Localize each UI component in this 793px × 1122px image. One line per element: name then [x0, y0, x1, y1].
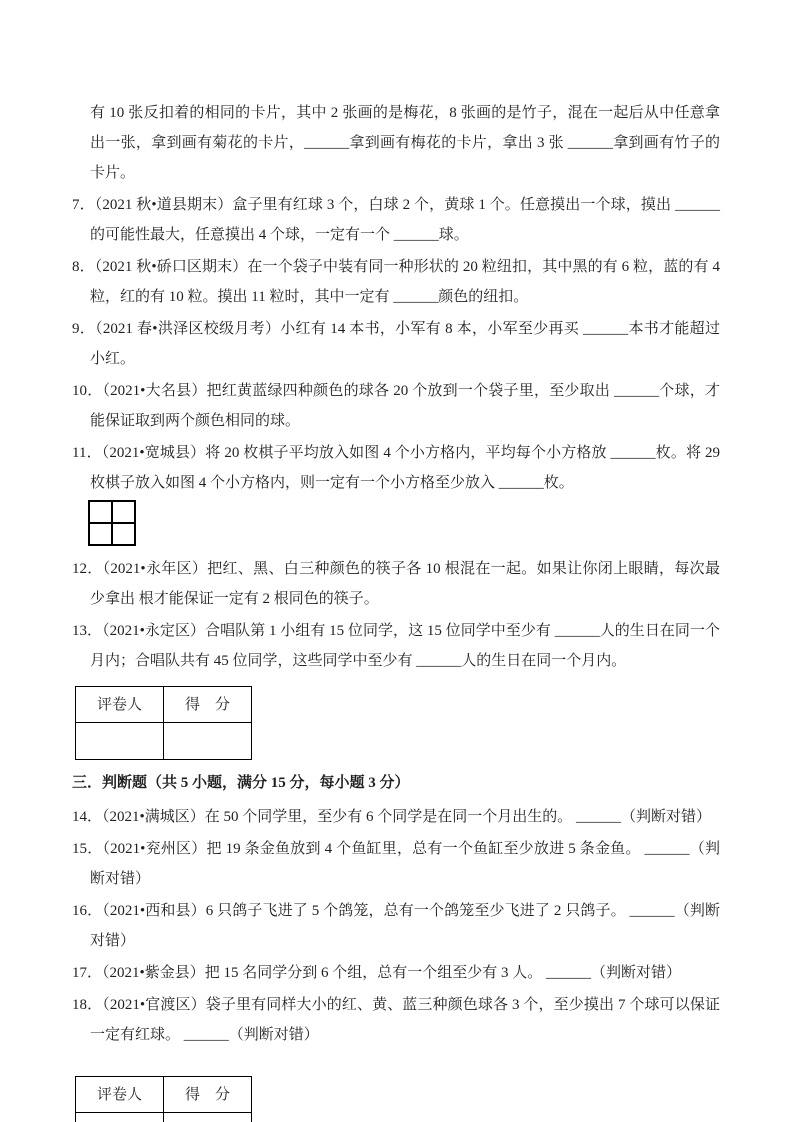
four-cell-grid-figure	[88, 500, 136, 546]
score-table-empty-row	[76, 1113, 252, 1122]
grid-cell	[112, 523, 135, 545]
score-empty-cell	[164, 723, 252, 760]
question-17	[72, 958, 720, 988]
grid-cell	[89, 523, 112, 545]
question-7-number: 7．	[72, 197, 95, 213]
question-17-text: （2021•紫金县）把 15 名同学分到 6 个组，总有一个组至少有 3 人。 ______（判断对错）	[102, 965, 682, 981]
question-12-number: 12．	[72, 561, 103, 577]
question-9	[72, 314, 720, 374]
question-8	[72, 252, 720, 312]
question-7-text: （2021 秋•道县期末）盒子里有红球 3 个，白球 2 个，黄球 1 个。任意摸出一个球，摸出 ______的可能性最大，任意摸出 4 个球，一定有一个 ______球。	[90, 197, 720, 243]
question-12	[72, 554, 720, 614]
question-7	[72, 190, 720, 250]
question-11-number: 11．	[72, 445, 102, 461]
question-9-number: 9．	[72, 321, 96, 337]
grid-cell	[89, 501, 112, 523]
question-9-text: （2021 春•洪泽区校级月考）小红有 14 本书，小军有 8 本，小军至少再买 ______本书才能超过小红。	[90, 321, 720, 367]
question-10	[72, 376, 720, 436]
question-10-text: （2021•大名县）把红黄蓝绿四种颜色的球各 20 个放到一个袋子里，至少取出 ______个球，才能保证取到两个颜色相同的球。	[90, 383, 720, 429]
grader-empty-cell	[76, 1113, 164, 1122]
question-15-text: （2021•兖州区）把 19 条金鱼放到 4 个鱼缸里，总有一个鱼缸至少放进 5 条金鱼。 ______（判断对错）	[90, 841, 720, 887]
question-13-text: （2021•永定区）合唱队第 1 小组有 15 位同学，这 15 位同学中至少有 ______人的生日在同一个月内；合唱队共有 45 位同学，这些同学中至少有 ______人的生日在同一个月内。	[90, 623, 720, 669]
question-18	[72, 990, 720, 1050]
question-13-number: 13．	[72, 623, 103, 639]
grader-empty-cell	[76, 723, 164, 760]
grader-score-table-1	[75, 686, 252, 760]
grid-cell	[112, 501, 135, 523]
score-table-header-row	[76, 687, 252, 723]
question-14-number: 14．	[72, 809, 103, 825]
question-16	[72, 896, 720, 956]
question-17-number: 17．	[72, 965, 103, 981]
question-13	[72, 616, 720, 676]
score-header-cell: 得 分	[164, 1077, 252, 1113]
question-15-number: 15．	[72, 841, 103, 857]
question-18-number: 18．	[72, 997, 103, 1013]
question-10-number: 10．	[72, 383, 103, 399]
section-3-title: 三．判断题（共 5 小题，满分 15 分，每小题 3 分）	[72, 775, 410, 791]
question-12-text: （2021•永年区）把红、黑、白三种颜色的筷子各 10 根混在一起。如果让你闭上眼睛，每次最少拿出 根才能保证一定有 2 根同色的筷子。	[90, 561, 720, 607]
question-11-text: （2021•宽城县）将 20 枚棋子平均放入如图 4 个小方格内，平均每个小方格放 ______枚。将 29 枚棋子放入如图 4 个小方格内，则一定有一个小方格至少放入 ______枚。	[90, 445, 720, 491]
question-14-text: （2021•满城区）在 50 个同学里，至少有 6 个同学是在同一个月出生的。 ______（判断对错）	[102, 809, 712, 825]
question-14	[72, 802, 720, 832]
grader-header-cell: 评卷人	[76, 687, 164, 723]
question-11	[72, 438, 720, 498]
grader-header-cell: 评卷人	[76, 1077, 164, 1113]
score-table-header-row	[76, 1077, 252, 1113]
question-16-text: （2021•西和县）6 只鸽子飞进了 5 个鸽笼，总有一个鸽笼至少飞进了 2 只鸽子。 ______（判断对错）	[90, 903, 720, 949]
score-header-cell: 得 分	[164, 687, 252, 723]
grader-score-table-2	[75, 1076, 252, 1122]
question-16-number: 16．	[72, 903, 103, 919]
score-table-empty-row	[76, 723, 252, 760]
question-8-number: 8．	[72, 259, 95, 275]
question-6-continuation: 有 10 张反扣着的相同的卡片，其中 2 张画的是梅花，8 张画的是竹子，混在一起后从中任意拿出一张，拿到画有菊花的卡片，______拿到画有梅花的卡片，拿出 3 张 ______拿到画有竹子的卡片。	[90, 105, 720, 181]
question-15	[72, 834, 720, 894]
question-8-text: （2021 秋•硚口区期末）在一个袋子中装有同一种形状的 20 粒纽扣，其中黑的有 6 粒，蓝的有 4 粒，红的有 10 粒。摸出 11 粒时，其中一定有 ______颜色的纽扣。	[90, 259, 720, 305]
score-empty-cell	[164, 1113, 252, 1122]
question-18-text: （2021•官渡区）袋子里有同样大小的红、黄、蓝三种颜色球各 3 个，至少摸出 7 个球可以保证一定有红球。 ______（判断对错）	[90, 997, 720, 1043]
